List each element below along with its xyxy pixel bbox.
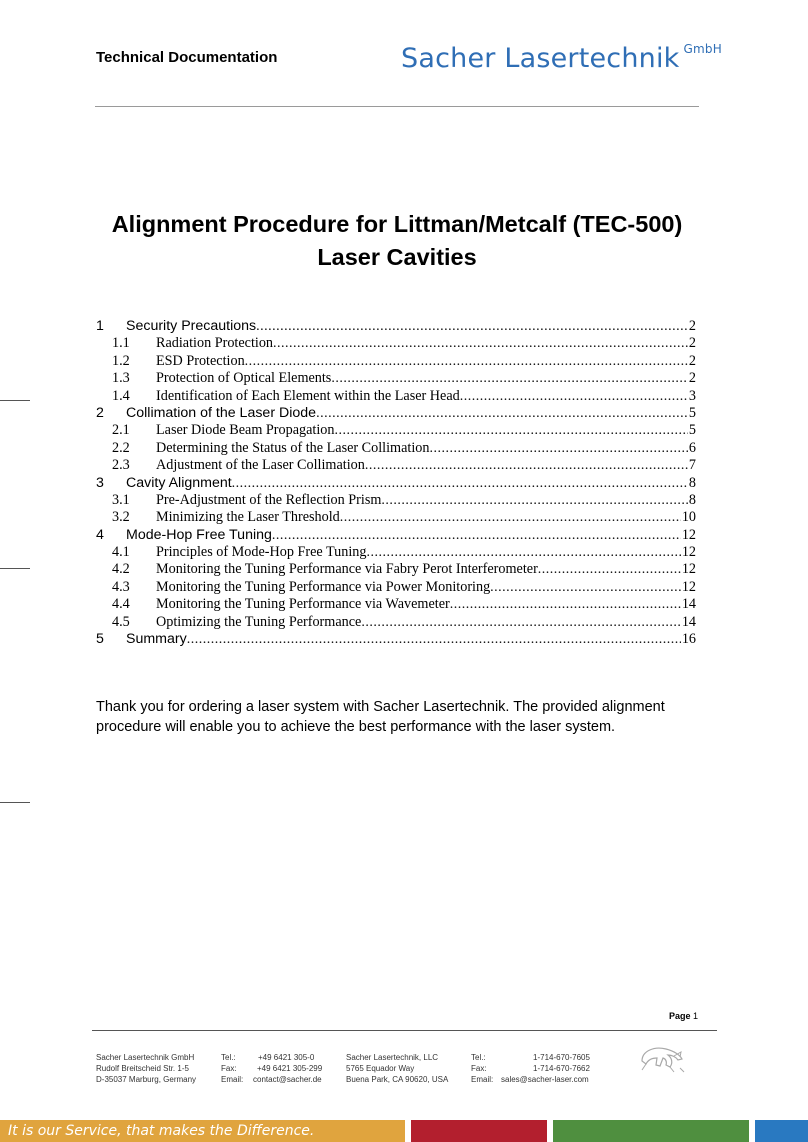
toc-entry-number: 4.5	[112, 613, 130, 630]
toc-leader-dots	[340, 510, 681, 526]
header-divider	[95, 106, 699, 107]
toc-entry-page: 14	[681, 613, 696, 630]
toc-entry[interactable]	[96, 596, 696, 613]
phone-value: 1-714-670-7605	[533, 1053, 590, 1062]
toc-entry-title: Laser Diode Beam Propagation	[156, 422, 335, 439]
toc-leader-dots	[245, 354, 688, 370]
toc-leader-dots	[256, 319, 688, 335]
toc-entry-title: Cavity Alignment	[126, 474, 232, 491]
brand-name: Sacher Lasertechnik	[401, 43, 680, 74]
toc-entry-title: Pre-Adjustment of the Reflection Prism	[156, 491, 382, 508]
toc-leader-dots	[429, 441, 687, 457]
table-of-contents	[96, 318, 696, 648]
intro-line-1: Thank you for ordering a laser system with Sacher Lasertechnik. The provided alignment	[96, 699, 665, 715]
toc-entry[interactable]	[96, 527, 696, 544]
contact-key: Email:	[221, 1075, 244, 1084]
toc-leader-dots	[365, 458, 688, 474]
toc-entry[interactable]	[96, 492, 696, 509]
toc-entry[interactable]	[96, 370, 696, 387]
toc-leader-dots	[316, 406, 688, 422]
toc-leader-dots	[538, 562, 681, 578]
contact-key: Tel.:	[471, 1053, 486, 1062]
contact-key: Fax:	[221, 1064, 237, 1073]
toc-leader-dots	[381, 493, 688, 509]
toc-entry-number: 2.2	[112, 439, 130, 456]
toc-leader-dots	[460, 389, 688, 405]
toc-entry-title: Collimation of the Laser Diode	[126, 404, 317, 421]
toc-entry[interactable]	[96, 405, 696, 422]
toc-entry[interactable]	[96, 614, 696, 631]
toc-entry[interactable]	[96, 561, 696, 578]
fold-mark	[0, 802, 30, 803]
toc-entry[interactable]	[96, 318, 696, 335]
toc-entry-number: 3	[96, 474, 104, 491]
brand-suffix: GmbH	[683, 42, 722, 56]
footer-address-germany	[96, 1052, 196, 1085]
toc-entry[interactable]	[96, 579, 696, 596]
toc-entry-number: 1.1	[112, 335, 130, 352]
toc-entry[interactable]	[96, 475, 696, 492]
contact-key: Email:	[471, 1075, 494, 1084]
toc-entry[interactable]	[96, 353, 696, 370]
footer-address-usa	[346, 1052, 448, 1085]
toc-entry[interactable]	[96, 457, 696, 474]
toc-entry[interactable]	[96, 631, 696, 648]
toc-entry-page: 12	[681, 561, 696, 578]
toc-entry[interactable]	[96, 388, 696, 405]
toc-leader-dots	[361, 615, 681, 631]
toc-entry-number: 1.3	[112, 370, 130, 387]
toc-entry-number: 4	[96, 526, 104, 543]
footer-address-line: 5765 Equador Way	[346, 1064, 415, 1073]
page-label: Page	[669, 1011, 691, 1021]
footer-address-line: Buena Park, CA 90620, USA	[346, 1075, 449, 1084]
toc-entry-title: Mode-Hop Free Tuning	[126, 526, 272, 543]
fold-mark	[0, 400, 30, 401]
red-bar	[411, 1120, 547, 1142]
toc-entry-number: 4.1	[112, 544, 130, 561]
toc-entry-number: 5	[96, 631, 104, 648]
toc-entry-number: 3.2	[112, 509, 130, 526]
toc-leader-dots	[272, 528, 681, 544]
fax-value: 1-714-670-7662	[533, 1064, 590, 1073]
toc-entry-title: Monitoring the Tuning Performance via Wavemeter	[156, 596, 450, 613]
footer-contacts-usa	[471, 1052, 590, 1085]
toc-entry-title: Adjustment of the Laser Collimation	[156, 457, 365, 474]
toc-leader-dots	[187, 632, 681, 648]
toc-entry-page: 14	[681, 596, 696, 613]
toc-entry-title: Monitoring the Tuning Performance via Power Monitoring	[156, 578, 491, 595]
contact-key: Fax:	[471, 1064, 487, 1073]
phone-value: +49 6421 305-0	[258, 1053, 315, 1062]
footer-divider	[92, 1030, 717, 1031]
blue-bar	[755, 1120, 808, 1142]
toc-entry-title: Protection of Optical Elements	[156, 370, 332, 387]
toc-entry-title: Determining the Status of the Laser Collimation	[156, 439, 430, 456]
toc-entry-page: 2	[688, 370, 696, 387]
footer-address-line: Sacher Lasertechnik GmbH	[96, 1053, 195, 1062]
toc-leader-dots	[331, 371, 688, 387]
toc-leader-dots	[490, 580, 681, 596]
toc-entry-number: 3.1	[112, 491, 130, 508]
toc-entry-page: 7	[688, 457, 696, 474]
toc-entry-page: 8	[688, 491, 696, 508]
company-logo-text	[401, 43, 722, 74]
toc-entry-number: 2	[96, 404, 104, 421]
toc-entry-page: 3	[688, 387, 696, 404]
toc-entry-number: 1.4	[112, 387, 130, 404]
toc-entry-page: 8	[688, 474, 696, 491]
contact-key: Tel.:	[221, 1053, 236, 1062]
company-emblem-icon	[636, 1043, 686, 1075]
toc-entry-title: Minimizing the Laser Threshold	[156, 509, 340, 526]
toc-entry[interactable]	[96, 509, 696, 526]
toc-entry-page: 6	[688, 439, 696, 456]
email-link[interactable]: contact@sacher.de	[253, 1075, 322, 1084]
toc-entry-number: 2.1	[112, 422, 130, 439]
document-title	[60, 208, 734, 274]
toc-entry-page: 10	[681, 509, 696, 526]
toc-entry-title: ESD Protection	[156, 352, 245, 369]
page-number-value: 1	[693, 1011, 699, 1021]
toc-entry-title: Identification of Each Element within the Laser Head	[156, 387, 460, 404]
toc-entry-page: 16	[681, 631, 696, 648]
toc-entry[interactable]	[96, 440, 696, 457]
intro-paragraph	[96, 697, 706, 737]
footer-address-line: D-35037 Marburg, Germany	[96, 1075, 197, 1084]
toc-leader-dots	[334, 423, 687, 439]
company-slogan: It is our Service, that makes the Difference.	[8, 1123, 315, 1139]
toc-entry-title: Summary	[126, 631, 187, 648]
document-type-label: Technical Documentation	[96, 49, 278, 66]
toc-entry-page: 2	[688, 318, 696, 334]
toc-entry-page: 12	[681, 526, 696, 543]
toc-entry-page: 2	[688, 335, 696, 352]
toc-entry-title: Security Precautions	[126, 318, 257, 334]
page-number	[669, 1011, 698, 1021]
email-link[interactable]: sales@sacher-laser.com	[501, 1075, 589, 1084]
toc-entry[interactable]	[96, 422, 696, 439]
intro-line-2: procedure will enable you to achieve the best performance with the laser system.	[96, 719, 616, 735]
footer-address-line: Rudolf Breitscheid Str. 1-5	[96, 1064, 189, 1073]
toc-entry-number: 4.4	[112, 596, 130, 613]
toc-entry-number: 2.3	[112, 457, 130, 474]
toc-entry[interactable]	[96, 335, 696, 352]
toc-entry-number: 4.3	[112, 578, 130, 595]
title-line-2: Laser Cavities	[317, 244, 477, 270]
toc-leader-dots	[366, 545, 680, 561]
toc-entry-title: Monitoring the Tuning Performance via Fabry Perot Interferometer	[156, 561, 538, 578]
fold-mark	[0, 568, 30, 569]
toc-entry-title: Principles of Mode-Hop Free Tuning	[156, 544, 367, 561]
toc-leader-dots	[450, 597, 681, 613]
toc-entry-page: 2	[688, 352, 696, 369]
toc-entry-title: Optimizing the Tuning Performance	[156, 613, 362, 630]
toc-entry-page: 5	[688, 422, 696, 439]
toc-entry-page: 5	[688, 404, 696, 421]
toc-entry-page: 12	[681, 544, 696, 561]
green-bar	[553, 1120, 749, 1142]
fax-value: +49 6421 305-299	[257, 1064, 323, 1073]
toc-entry-title: Radiation Protection	[156, 335, 274, 352]
footer-contacts-germany	[221, 1052, 322, 1085]
toc-leader-dots	[232, 476, 688, 492]
toc-entry-number: 1	[96, 318, 104, 334]
toc-entry[interactable]	[96, 544, 696, 561]
toc-entry-number: 4.2	[112, 561, 130, 578]
title-line-1: Alignment Procedure for Littman/Metcalf (TEC-500)	[111, 211, 683, 237]
toc-leader-dots	[273, 336, 688, 352]
footer-address-line: Sacher Lasertechnik, LLC	[346, 1053, 439, 1062]
toc-entry-page: 12	[681, 578, 696, 595]
toc-entry-number: 1.2	[112, 352, 130, 369]
